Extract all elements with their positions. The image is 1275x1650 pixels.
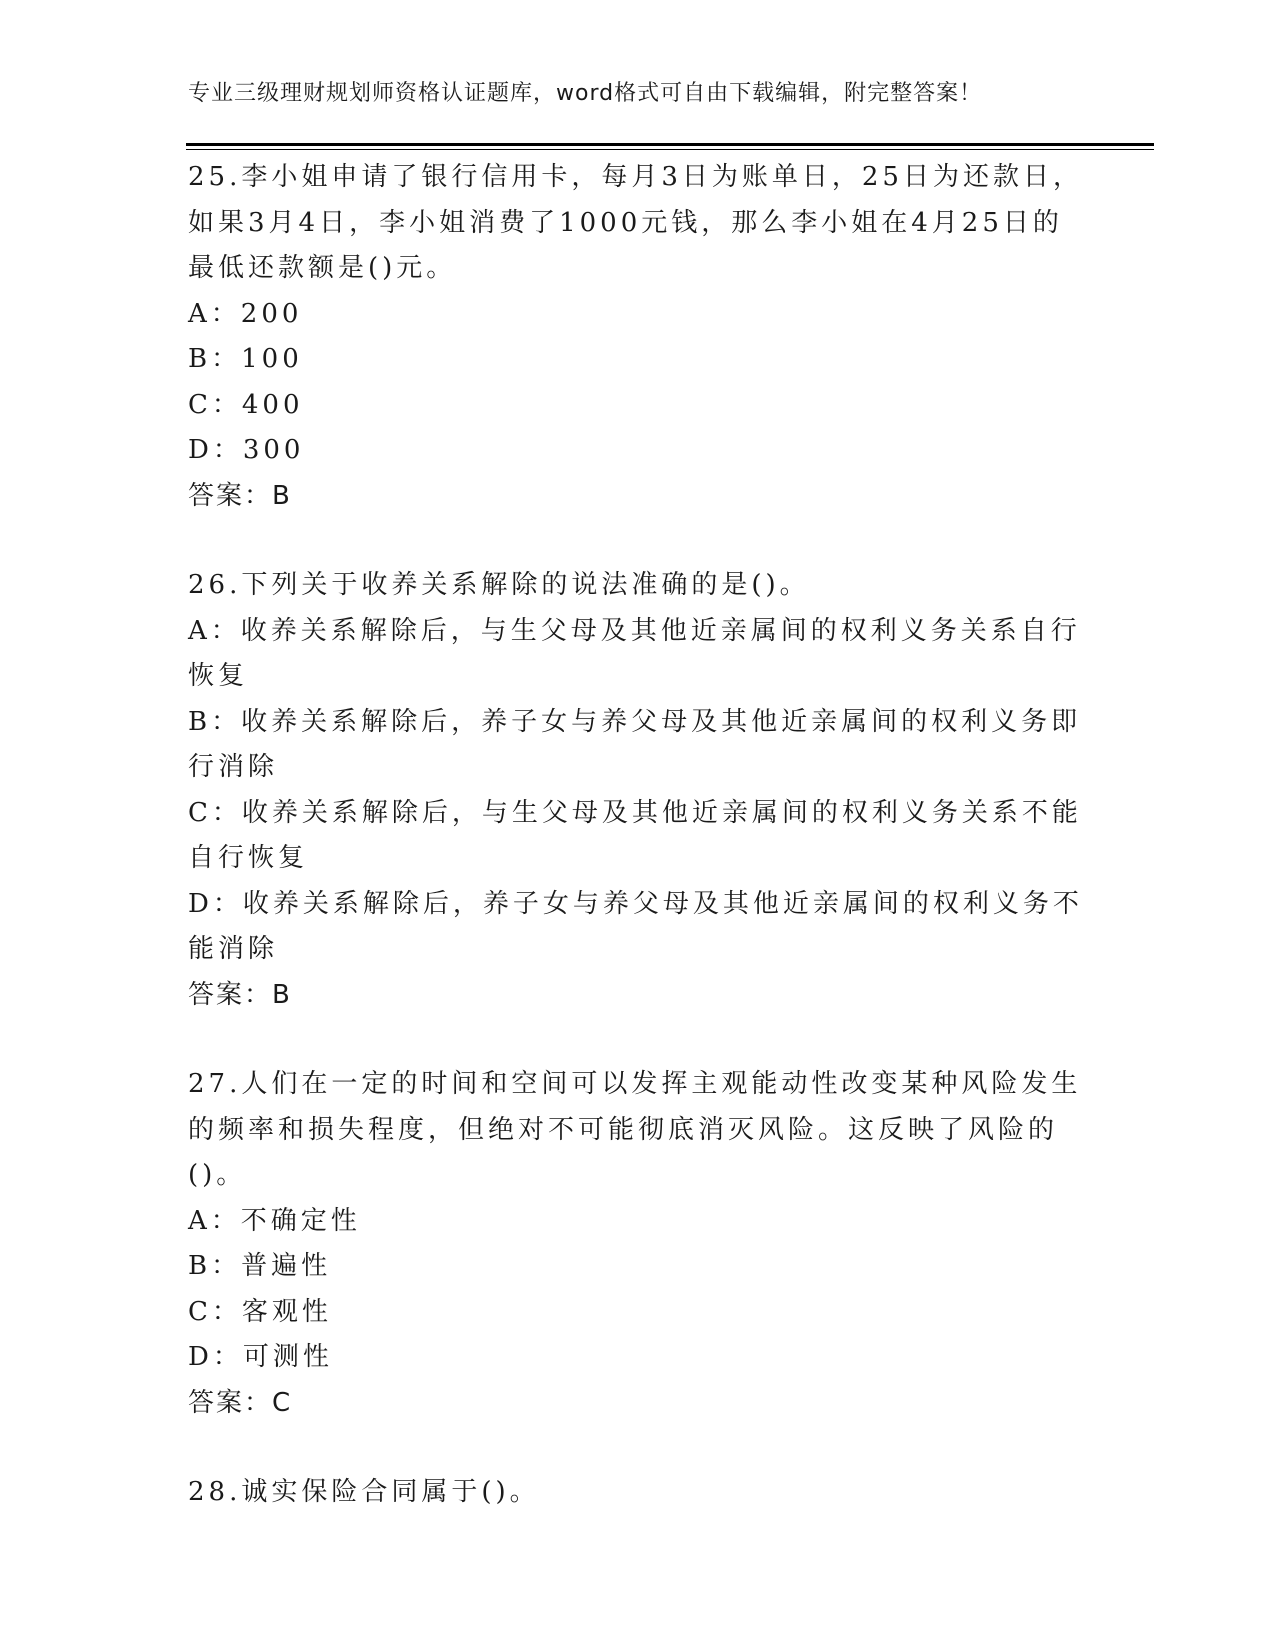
header-rule-thin bbox=[186, 149, 1154, 150]
header-rule-thick bbox=[186, 143, 1154, 146]
option-b: B：收养关系解除后，养子女与养父母及其他近亲属间的权利义务即行消除 bbox=[188, 706, 1082, 782]
option-c: C：收养关系解除后，与生父母及其他近亲属间的权利义务关系不能自行恢复 bbox=[188, 797, 1082, 873]
option-c: C：客观性 bbox=[188, 1296, 332, 1327]
question-text: 25.李小姐申请了银行信用卡，每月3日为账单日，25日为还款日，如果3月4日，李小姐消费了1000元钱，那么李小姐在4月25日的最低还款额是()元。 bbox=[188, 162, 1083, 283]
question-26 bbox=[188, 563, 1088, 1018]
option-d: D：可测性 bbox=[188, 1342, 333, 1372]
option-a: A：不确定性 bbox=[188, 1205, 361, 1236]
question-25 bbox=[188, 155, 1088, 519]
question-27 bbox=[188, 1062, 1088, 1426]
spacer bbox=[188, 519, 1088, 563]
option-d: D：300 bbox=[188, 435, 305, 465]
option-d: D：收养关系解除后，养子女与养父母及其他近亲属间的权利义务不能消除 bbox=[188, 888, 1083, 964]
option-a: A：200 bbox=[188, 298, 303, 329]
question-text: 27.人们在一定的时间和空间可以发挥主观能动性改变某种风险发生的频率和损失程度，但绝对不可能彻底消灭风险。这反映了风险的()。 bbox=[188, 1069, 1082, 1190]
page-header: 专业三级理财规划师资格认证题库，word格式可自由下载编辑，附完整答案！ bbox=[188, 81, 983, 106]
answer: 答案：B bbox=[188, 979, 292, 1010]
question-list bbox=[188, 155, 1088, 1516]
option-b: B：普遍性 bbox=[188, 1251, 332, 1281]
option-a: A：收养关系解除后，与生父母及其他近亲属间的权利义务关系自行恢复 bbox=[188, 615, 1081, 691]
question-28 bbox=[188, 1470, 1088, 1516]
question-text: 28.诚实保险合同属于()。 bbox=[188, 1477, 540, 1507]
option-c: C：400 bbox=[188, 389, 304, 420]
spacer bbox=[188, 1426, 1088, 1470]
answer: 答案：C bbox=[188, 1387, 293, 1418]
answer: 答案：B bbox=[188, 480, 292, 511]
question-text: 26.下列关于收养关系解除的说法准确的是()。 bbox=[188, 570, 810, 600]
spacer bbox=[188, 1018, 1088, 1062]
option-b: B：100 bbox=[188, 344, 303, 374]
